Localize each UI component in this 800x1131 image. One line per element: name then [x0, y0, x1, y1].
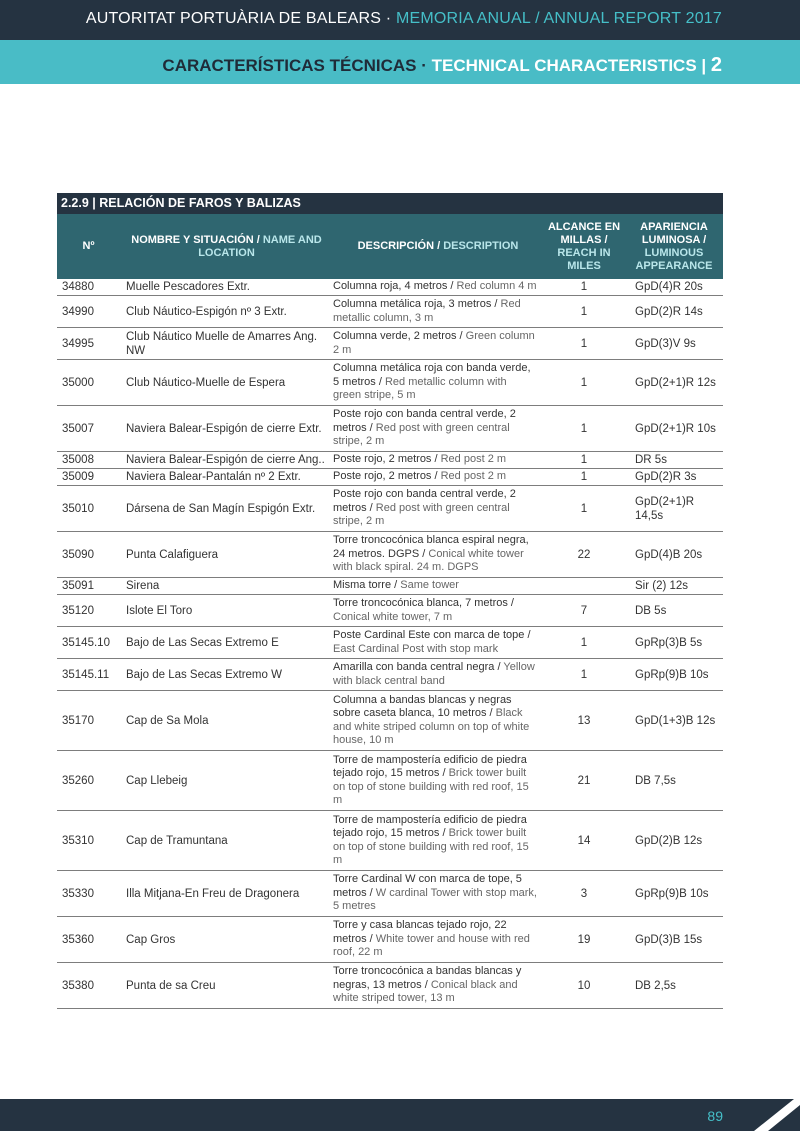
cell-appearance-text: DR 5s: [635, 454, 667, 466]
cell-description-english: Green column 2 m: [333, 330, 535, 356]
cell-reach: [543, 917, 625, 962]
cell-name-text: Naviera Balear-Espigón de cierre Ang..: [126, 454, 325, 466]
title-slash: /: [530, 10, 544, 27]
cell-name-text: Punta Calafiguera: [126, 548, 219, 561]
cell-number-text: 35090: [62, 548, 94, 561]
cell-description: [333, 452, 543, 468]
cell-reach-text: 10: [577, 979, 591, 992]
table-body: [57, 279, 723, 1009]
table-row: [57, 811, 723, 871]
cell-name: [120, 691, 333, 750]
section-number: 2: [710, 54, 722, 76]
table-row: [57, 595, 723, 627]
table-row: [57, 279, 723, 296]
footer-bar: [0, 1099, 800, 1131]
cell-description-local: Poste rojo, 2 metros /: [333, 470, 441, 483]
cell-appearance: [625, 811, 723, 870]
cell-number-text: 35310: [62, 834, 94, 847]
cell-number: [57, 360, 120, 405]
cell-description: [333, 691, 543, 750]
cell-description-local: Amarilla con banda central negra /: [333, 661, 504, 673]
cell-reach: [543, 811, 625, 870]
cell-number: [57, 917, 120, 962]
table-row: [57, 627, 723, 659]
cell-reach: [543, 452, 625, 468]
cell-name-text: Cap Gros: [126, 933, 176, 946]
cell-reach-text: 13: [577, 714, 591, 727]
cell-appearance-text: GpD(2)B 12s: [635, 834, 703, 847]
top-header-bar: [0, 0, 800, 40]
cell-appearance-text: DB 2,5s: [635, 979, 676, 992]
section-title: [162, 54, 722, 77]
cell-number-text: 35009: [62, 471, 94, 483]
cell-appearance-text: GpD(1+3)B 12s: [635, 714, 716, 727]
cell-number-text: 35145.10: [62, 636, 110, 649]
cell-number-text: 35010: [62, 502, 94, 515]
cell-description-local: Poste rojo, 2 metros /: [333, 453, 441, 466]
cell-number: [57, 963, 120, 1008]
cell-number: [57, 811, 120, 870]
cell-reach-text: 1: [580, 454, 588, 466]
cell-number-text: 35360: [62, 933, 94, 946]
annual-report-label: ANNUAL REPORT: [543, 10, 681, 27]
cell-appearance-text: GpD(4)R 20s: [635, 281, 703, 293]
cell-description-english: Brick tower built on top of stone building with red roof, 15 m: [333, 767, 529, 806]
cell-reach: [543, 469, 625, 485]
section-divider: |: [696, 56, 711, 75]
cell-description-local: Misma torre /: [333, 579, 401, 592]
header-description-local: DESCRIPCIÓN /: [357, 240, 444, 252]
cell-description-local: Poste rojo con banda central verde, 2 metros /: [333, 408, 516, 434]
cell-appearance-text: GpD(3)B 15s: [635, 933, 703, 946]
cell-description-english: Yellow with black central band: [333, 661, 535, 687]
cell-reach: [543, 627, 625, 658]
cell-number: [57, 328, 120, 359]
table-row: [57, 659, 723, 691]
cell-description-english: Red post 2 m: [440, 470, 507, 483]
cell-name: [120, 328, 333, 359]
cell-appearance: [625, 595, 723, 626]
cell-description-english: W cardinal Tower with stop mark, 5 metres: [333, 886, 537, 913]
header-description-english: DESCRIPTION: [443, 240, 519, 252]
cell-description: [333, 532, 543, 577]
cell-name: [120, 917, 333, 962]
table-row: [57, 691, 723, 751]
cell-number-text: 35260: [62, 774, 94, 787]
cell-name-text: Illa Mitjana-En Freu de Dragonera: [126, 887, 300, 900]
cell-reach-text: 1: [580, 471, 588, 483]
cell-name: [120, 871, 333, 916]
cell-number-text: 35120: [62, 604, 94, 617]
cell-appearance-text: Sir (2) 12s: [635, 580, 689, 592]
table-row: [57, 871, 723, 917]
cell-description-english: Red column 4 m: [456, 280, 537, 293]
cell-number: [57, 279, 120, 295]
cell-description-english: Brick tower built on top of stone building with red roof, 15 m: [333, 827, 529, 866]
cell-reach-text: 3: [580, 887, 588, 900]
header-appearance-local: APARIENCIA LUMINOSA /: [640, 220, 708, 246]
cell-name-text: Dársena de San Magín Espigón Extr.: [126, 502, 316, 515]
cell-appearance: [625, 406, 723, 451]
cell-reach-text: 1: [580, 636, 588, 649]
table-row: [57, 328, 723, 360]
cell-name-text: Club Náutico-Muelle de Espera: [126, 376, 286, 389]
cell-description: [333, 469, 543, 485]
cell-name: [120, 296, 333, 327]
cell-description: [333, 963, 543, 1008]
cell-name-text: Cap de Tramuntana: [126, 834, 228, 847]
cell-reach: [543, 659, 625, 690]
cell-name: [120, 532, 333, 577]
table-row: [57, 406, 723, 452]
organization-name: AUTORITAT PORTUÀRIA DE BALEARS: [85, 10, 382, 27]
cell-number: [57, 595, 120, 626]
cell-number-text: 35000: [62, 376, 94, 389]
cell-number-text: 35007: [62, 422, 94, 435]
cell-number: [57, 659, 120, 690]
cell-appearance: [625, 452, 723, 468]
cell-number: [57, 691, 120, 750]
cell-reach: [543, 486, 625, 531]
cell-appearance-text: GpD(2+1)R 14,5s: [635, 495, 695, 522]
table-row: [57, 360, 723, 406]
cell-appearance: [625, 627, 723, 658]
cell-appearance: [625, 659, 723, 690]
cell-number-text: 35330: [62, 887, 94, 900]
report-year: 2017: [680, 10, 722, 27]
cell-appearance-text: GpD(4)B 20s: [635, 548, 703, 561]
cell-description-local: Poste Cardinal Este con marca de tope /: [333, 629, 531, 641]
cell-description-local: Torre de mampostería edificio de piedra tejado rojo, 15 metros /: [333, 813, 527, 839]
cell-name: [120, 360, 333, 405]
cell-description: [333, 917, 543, 962]
cell-appearance: [625, 360, 723, 405]
lighthouses-table: [57, 193, 723, 1009]
section-title-local: CARACTERÍSTICAS TÉCNICAS: [162, 56, 417, 75]
cell-description: [333, 595, 543, 626]
cell-description-local: Torre de mampostería edificio de piedra tejado rojo, 15 metros /: [333, 753, 527, 779]
section-title-separator: ·: [416, 56, 432, 75]
cell-appearance-text: GpD(2+1)R 10s: [635, 422, 716, 435]
cell-reach-text: 7: [580, 604, 588, 617]
cell-number-text: 34880: [62, 281, 94, 293]
cell-number-text: 34990: [62, 305, 94, 318]
section-header-bar: [0, 40, 800, 84]
cell-name-text: Naviera Balear-Espigón de cierre Extr.: [126, 422, 322, 435]
cell-description: [333, 328, 543, 359]
table-row: [57, 469, 723, 486]
cell-appearance-text: DB 5s: [635, 604, 667, 617]
table-row: [57, 532, 723, 578]
cell-number: [57, 296, 120, 327]
cell-description: [333, 486, 543, 531]
cell-number: [57, 406, 120, 451]
cell-description-local: Torre Cardinal W con marca de tope, 5 metros /: [333, 873, 522, 899]
cell-description-local: Columna metálica roja, 3 metros /: [333, 298, 501, 310]
table-row: [57, 917, 723, 963]
table-caption: 2.2.9 | RELACIÓN DE FAROS Y BALIZAS: [57, 193, 723, 214]
cell-appearance: [625, 751, 723, 810]
cell-description-local: Poste rojo con banda central verde, 2 metros /: [333, 488, 516, 514]
table-row: [57, 486, 723, 532]
cell-name: [120, 578, 333, 594]
cell-reach: [543, 406, 625, 451]
page-corner-decoration: [740, 1099, 800, 1131]
cell-description-english: Conical black and white striped tower, 13 m: [333, 978, 518, 1005]
header-reach: [543, 214, 625, 279]
cell-appearance-text: GpRp(9)B 10s: [635, 887, 709, 900]
cell-reach-text: 1: [580, 422, 588, 435]
cell-description-english: Red metallic column, 3 m: [333, 298, 521, 324]
cell-name-text: Bajo de Las Secas Extremo W: [126, 668, 282, 681]
cell-number: [57, 532, 120, 577]
table-row: [57, 578, 723, 595]
cell-reach: [543, 279, 625, 295]
cell-appearance: [625, 296, 723, 327]
cell-appearance: [625, 871, 723, 916]
cell-reach: [543, 751, 625, 810]
cell-appearance-text: GpRp(3)B 5s: [635, 636, 703, 649]
cell-description-english: Red post with green central stripe, 2 m: [333, 501, 510, 528]
cell-number: [57, 469, 120, 485]
cell-number-text: 35008: [62, 454, 94, 466]
title-separator: ·: [381, 10, 396, 27]
header-number-label: Nº: [82, 240, 95, 252]
cell-name: [120, 811, 333, 870]
cell-name-text: Punta de sa Creu: [126, 979, 216, 992]
cell-appearance-text: GpD(3)V 9s: [635, 337, 696, 350]
cell-description-english: Black and white striped column on top of white house, 10 m: [333, 707, 530, 746]
cell-appearance: [625, 328, 723, 359]
cell-name: [120, 627, 333, 658]
cell-name: [120, 751, 333, 810]
cell-description: [333, 360, 543, 405]
cell-description-english: East Cardinal Post with stop mark: [333, 642, 499, 655]
cell-name-text: Sirena: [126, 580, 160, 592]
report-title: [86, 10, 722, 28]
cell-name: [120, 486, 333, 531]
cell-reach-text: 1: [580, 337, 588, 350]
header-appearance-english: LUMINOUS APPEARANCE: [635, 246, 713, 272]
cell-number: [57, 627, 120, 658]
page-number: 89: [707, 1108, 723, 1124]
cell-appearance: [625, 279, 723, 295]
cell-name: [120, 469, 333, 485]
header-reach-english: REACH IN MILES: [557, 246, 611, 272]
cell-reach: [543, 296, 625, 327]
cell-description-english: Same tower: [400, 579, 459, 592]
cell-description: [333, 296, 543, 327]
table-row: [57, 452, 723, 469]
cell-name-text: Club Náutico-Espigón nº 3 Extr.: [126, 305, 287, 318]
cell-number: [57, 452, 120, 468]
header-appearance: [625, 214, 723, 279]
cell-description-english: White tower and house with red roof, 22 m: [333, 932, 530, 959]
cell-reach: [543, 328, 625, 359]
cell-description-local: Torre troncocónica blanca, 7 metros /: [333, 597, 514, 609]
table-row: [57, 296, 723, 328]
memoria-label: MEMORIA ANUAL: [395, 10, 531, 27]
cell-name: [120, 659, 333, 690]
cell-description: [333, 751, 543, 810]
cell-description: [333, 811, 543, 870]
cell-name: [120, 963, 333, 1008]
cell-number: [57, 578, 120, 594]
cell-appearance: [625, 691, 723, 750]
cell-reach-text: 22: [577, 548, 591, 561]
cell-appearance-text: GpD(2)R 3s: [635, 471, 697, 483]
cell-reach: [543, 595, 625, 626]
cell-reach-text: 1: [580, 305, 588, 318]
cell-appearance: [625, 469, 723, 485]
cell-number: [57, 486, 120, 531]
cell-name-text: Cap de Sa Mola: [126, 714, 209, 727]
cell-appearance: [625, 578, 723, 594]
cell-name: [120, 279, 333, 295]
cell-name-text: Naviera Balear-Pantalán nº 2 Extr.: [126, 471, 301, 483]
cell-appearance-text: GpD(2+1)R 12s: [635, 376, 716, 389]
header-name-english: NAME AND LOCATION: [198, 233, 322, 259]
cell-appearance-text: GpD(2)R 14s: [635, 305, 703, 318]
cell-number-text: 35091: [62, 580, 94, 592]
cell-number: [57, 751, 120, 810]
table-header-row: [57, 214, 723, 279]
section-title-english: TECHNICAL CHARACTERISTICS: [431, 56, 697, 75]
cell-name: [120, 595, 333, 626]
cell-name: [120, 406, 333, 451]
cell-appearance-text: DB 7,5s: [635, 774, 676, 787]
cell-description-english: Red metallic column with green stripe, 5 m: [333, 375, 507, 402]
table-row: [57, 751, 723, 811]
header-name: [120, 214, 333, 279]
cell-name-text: Bajo de Las Secas Extremo E: [126, 636, 279, 649]
cell-appearance-text: GpRp(9)B 10s: [635, 668, 709, 681]
cell-description: [333, 578, 543, 594]
cell-number: [57, 871, 120, 916]
cell-appearance: [625, 532, 723, 577]
cell-description-local: Torre troncocónica a bandas blancas y negras, 13 metros /: [333, 965, 522, 991]
cell-reach-text: 1: [580, 376, 588, 389]
cell-name-text: Islote El Toro: [126, 604, 193, 617]
cell-number-text: 35380: [62, 979, 94, 992]
cell-description-english: Red post 2 m: [440, 453, 507, 466]
cell-number-text: 34995: [62, 337, 94, 350]
cell-name-text: Club Náutico Muelle de Amarres Ang. NW: [126, 330, 318, 357]
cell-description-local: Columna roja, 4 metros /: [333, 280, 457, 293]
header-reach-local: ALCANCE EN MILLAS /: [547, 220, 621, 246]
cell-reach: [543, 578, 625, 594]
cell-description: [333, 871, 543, 916]
cell-name-text: Muelle Pescadores Extr.: [126, 281, 251, 293]
cell-reach: [543, 871, 625, 916]
cell-description-english: Red post with green central stripe, 2 m: [333, 421, 510, 448]
cell-reach: [543, 691, 625, 750]
cell-name: [120, 452, 333, 468]
cell-description-local: Columna a bandas blancas y negras sobre caseta blanca, 10 metros /: [333, 693, 512, 719]
cell-appearance: [625, 917, 723, 962]
cell-reach-text: 1: [580, 668, 588, 681]
cell-name-text: Cap Llebeig: [126, 774, 188, 787]
cell-description-english: Conical white tower, 7 m: [333, 610, 453, 623]
header-description: [333, 214, 543, 279]
cell-description-local: Columna verde, 2 metros /: [333, 330, 466, 342]
cell-number-text: 35170: [62, 714, 94, 727]
cell-description-local: Torre y casa blancas tejado rojo, 22 metros /: [333, 919, 507, 945]
cell-number-text: 35145.11: [62, 668, 110, 681]
cell-appearance: [625, 963, 723, 1008]
cell-reach-text: 1: [580, 281, 588, 293]
cell-reach-text: 14: [577, 834, 591, 847]
cell-reach-text: 1: [580, 502, 588, 515]
cell-description: [333, 406, 543, 451]
cell-description-local: Columna metálica roja con banda verde, 5 metros /: [333, 362, 531, 388]
cell-reach: [543, 360, 625, 405]
cell-reach: [543, 532, 625, 577]
cell-reach: [543, 963, 625, 1008]
cell-appearance: [625, 486, 723, 531]
table-row: [57, 963, 723, 1009]
cell-reach-text: 19: [577, 933, 591, 946]
cell-description-local: Torre troncocónica blanca espiral negra, 24 metros. DGPS /: [333, 534, 529, 560]
cell-description-english: Conical white tower with black spiral. 24 m. DGPS: [333, 547, 524, 574]
header-name-local: NOMBRE Y SITUACIÓN /: [131, 233, 263, 246]
header-number: [57, 214, 120, 279]
cell-description: [333, 279, 543, 295]
cell-description: [333, 627, 543, 658]
cell-reach-text: 21: [577, 774, 591, 787]
cell-description: [333, 659, 543, 690]
